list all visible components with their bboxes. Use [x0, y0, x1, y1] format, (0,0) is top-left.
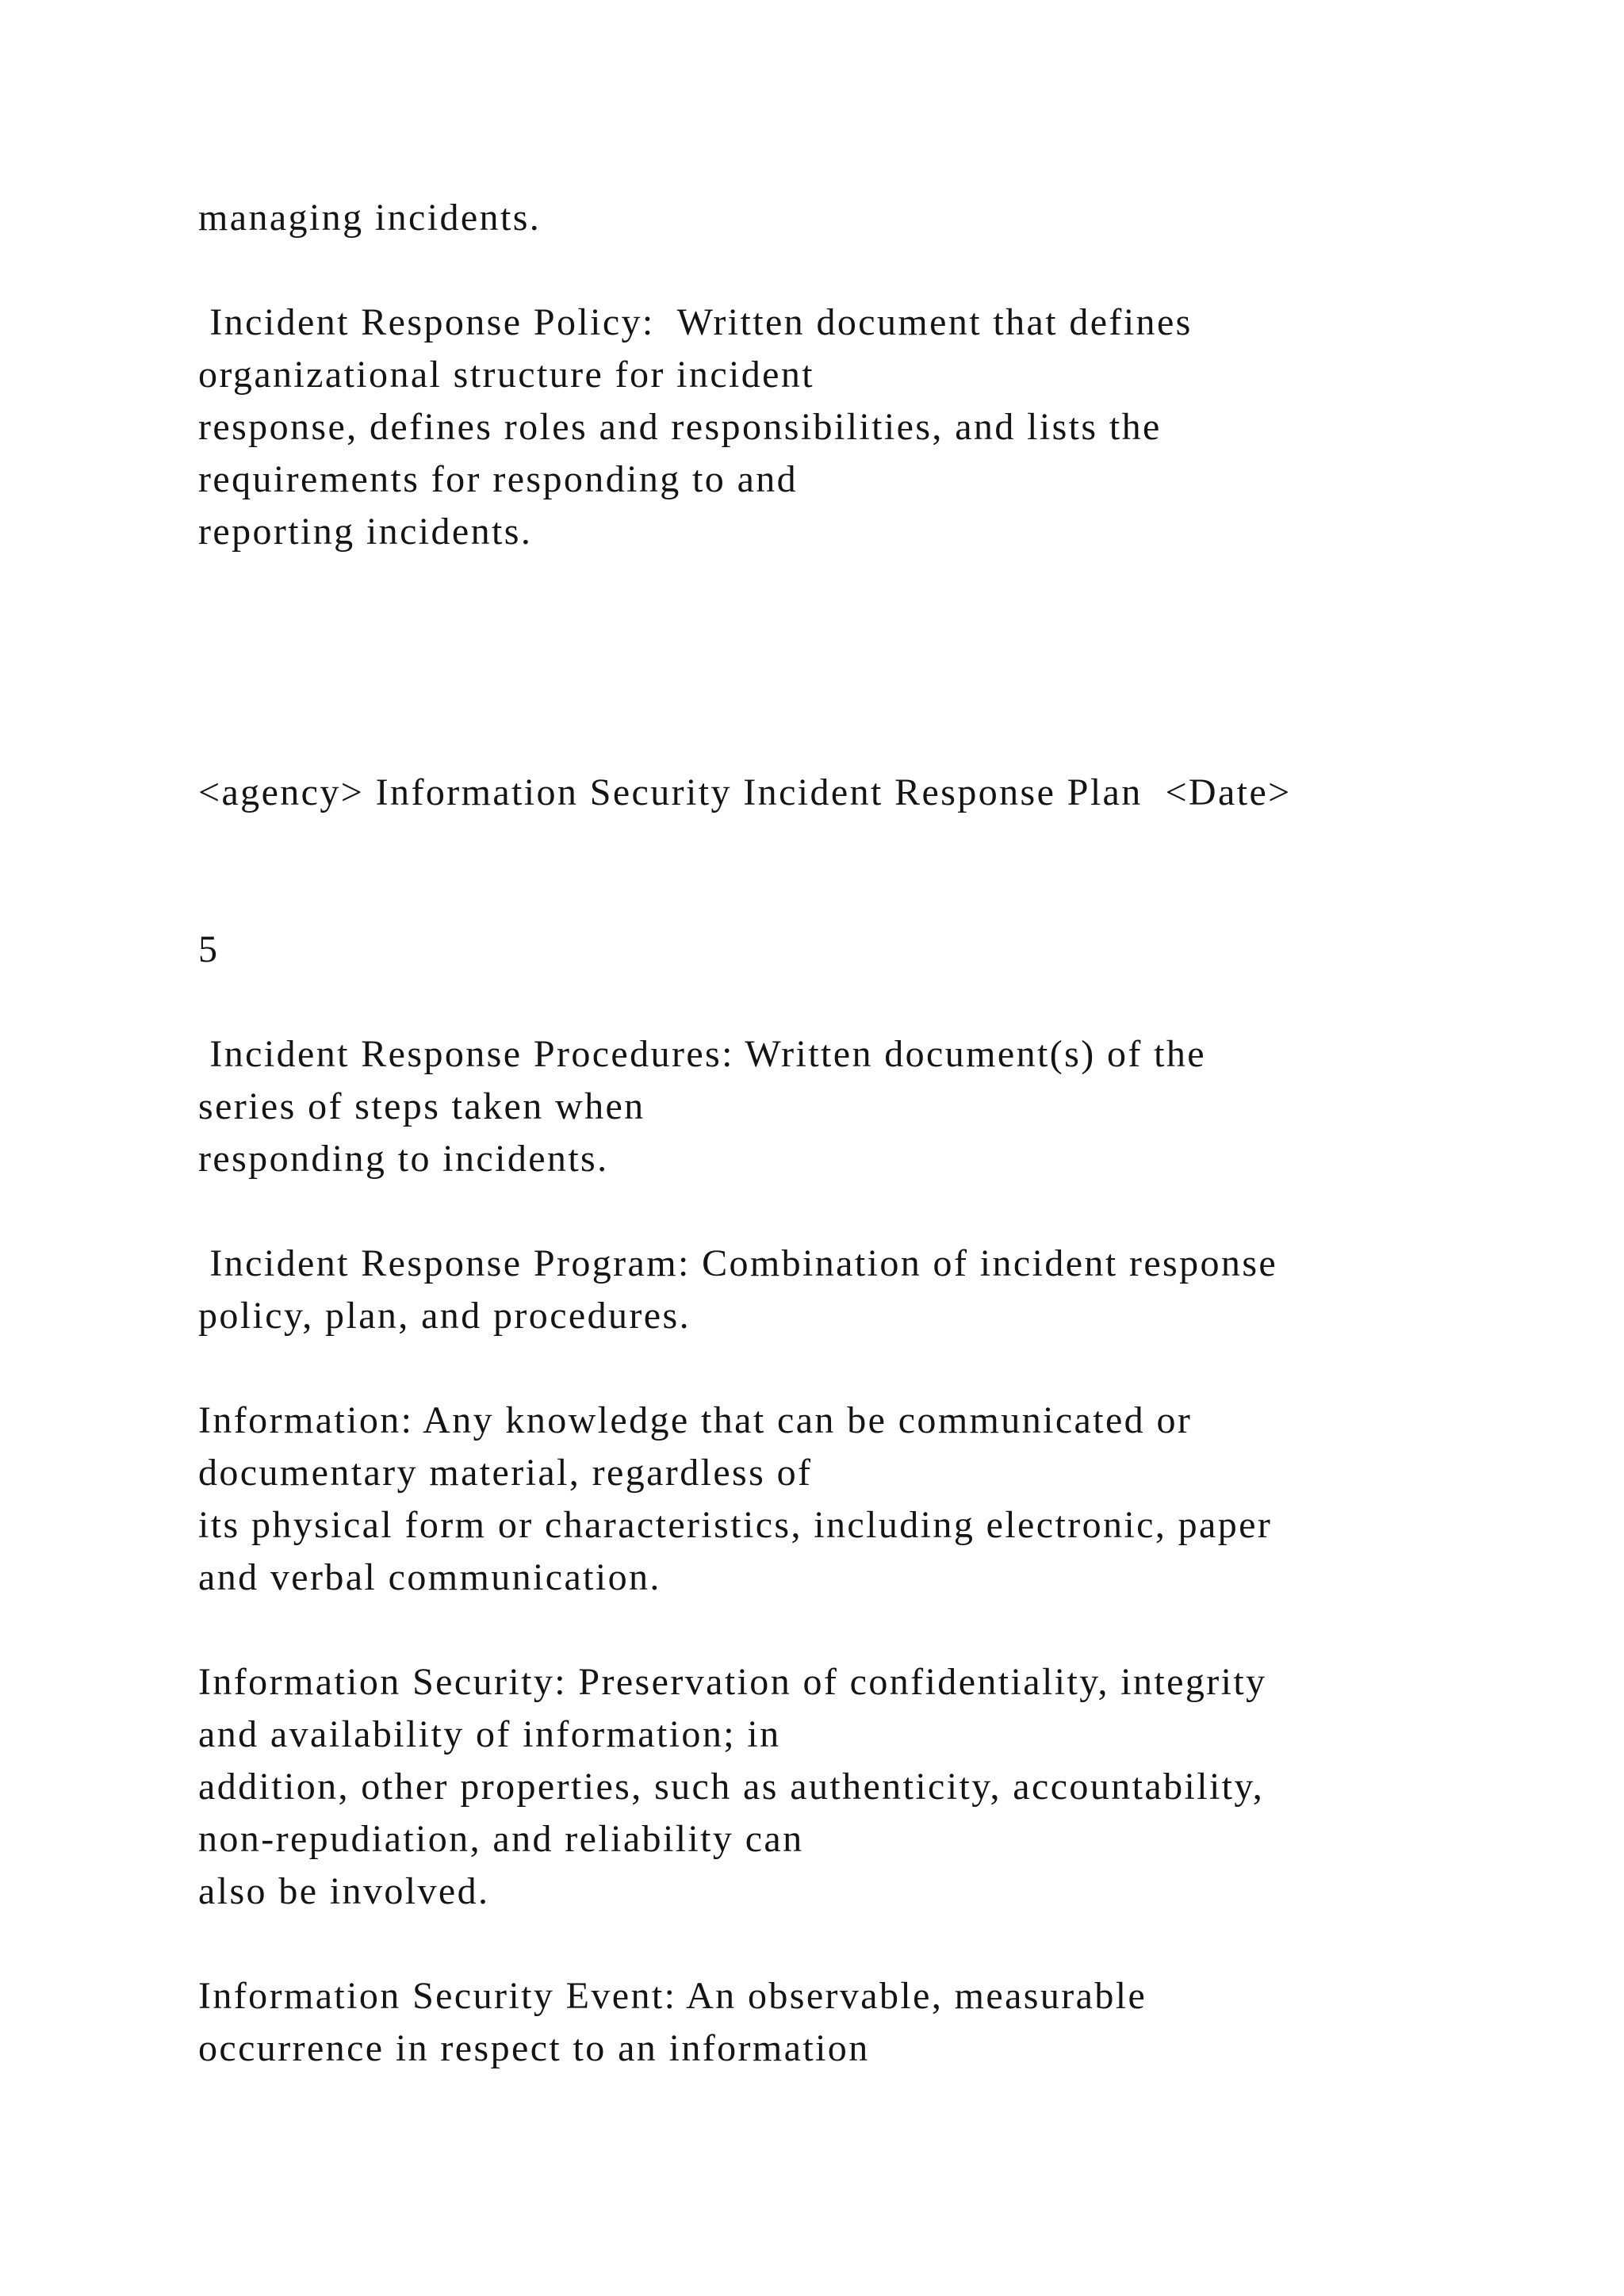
text-line: its physical form or characteristics, including electronic, paper	[198, 1504, 1273, 1546]
text-line: Incident Response Program: Combination of incident response	[198, 1242, 1278, 1284]
text-line: Incident Response Policy: Written document that defines	[198, 301, 1193, 343]
text-line: organizational structure for incident	[198, 354, 814, 396]
text-line: response, defines roles and responsibilities, and lists the	[198, 406, 1162, 448]
text-line: responding to incidents.	[198, 1138, 609, 1180]
text-line: Information Security Event: An observable, measurable	[198, 1975, 1147, 2017]
text-line: occurrence in respect to an information	[198, 2027, 870, 2069]
text-line: reporting incidents.	[198, 511, 533, 553]
page-number: 5	[198, 928, 220, 970]
text-line: series of steps taken when	[198, 1085, 645, 1127]
text-line: policy, plan, and procedures.	[198, 1295, 691, 1337]
text-line: addition, other properties, such as authenticity, accountability,	[198, 1766, 1265, 1808]
text-line: Incident Response Procedures: Written document(s) of the	[198, 1033, 1207, 1075]
text-line: documentary material, regardless of	[198, 1452, 813, 1494]
text-line: and availability of information; in	[198, 1713, 781, 1755]
text-line: and verbal communication.	[198, 1556, 661, 1598]
text-line: requirements for responding to and	[198, 458, 799, 500]
running-header: <agency> Information Security Incident Response Plan <Date>	[198, 771, 1292, 813]
text-line: also be involved.	[198, 1870, 490, 1912]
text-line: managing incidents.	[198, 197, 542, 239]
text-line: non-repudiation, and reliability can	[198, 1818, 804, 1860]
text-line: Information Security: Preservation of confidentiality, integrity	[198, 1661, 1267, 1703]
text-line: Information: Any knowledge that can be communicated or	[198, 1399, 1193, 1441]
